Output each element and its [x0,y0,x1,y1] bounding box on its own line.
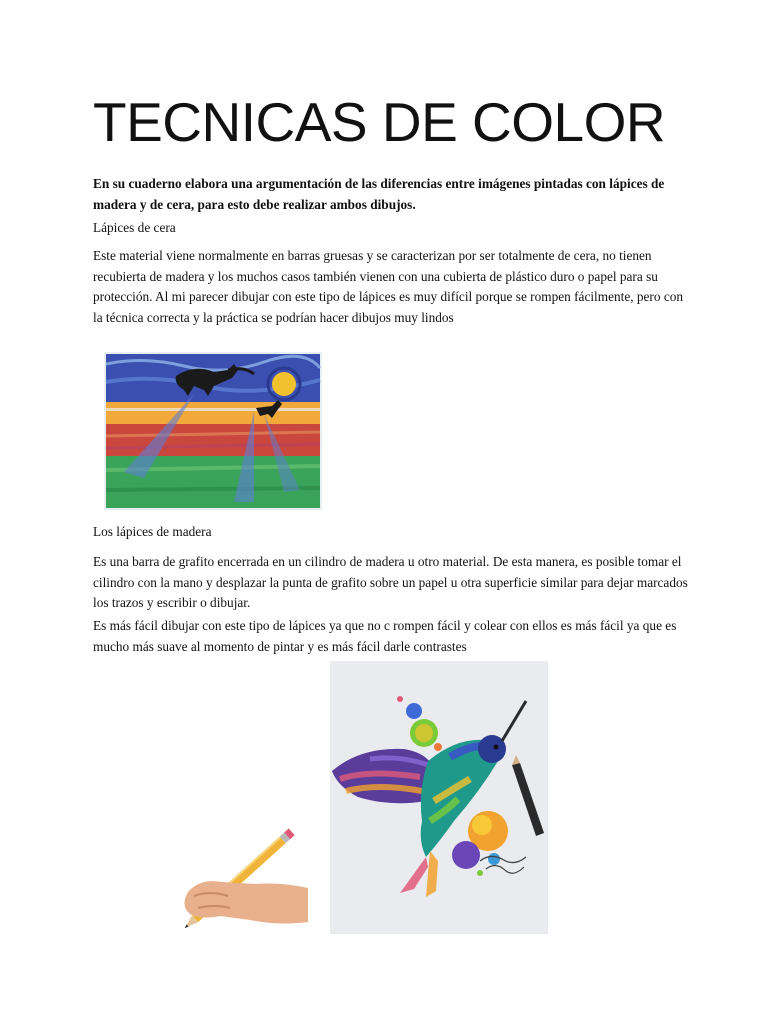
instruction-text: En su cuaderno elabora una argumentación de las diferencias entre imágenes pintadas con lápices de madera y de cera, para esto debe realizar ambos dibujos. [93,176,665,212]
document-title: TECNICAS DE COLOR [93,91,666,153]
paragraph-madera-2: Es más fácil dibujar con este tipo de lápices ya que no c rompen fácil y colear con ellos es más fácil ya que es mucho más suave al momento de pintar y es más fácil darle contrastes [93,618,677,654]
paragraph-cera: Este material viene normalmente en barras gruesas y se caracterizan por ser totalmente de cera, no tienen recubierta de madera y los muchos casos también vienen con una cubierta de plástico duro o papel para su protección. Al mi parecer dibujar con este tipo de lápices es muy difícil porque se rompen fácilmente, pero con la técnica correcta y la práctica se podrían hacer dibujos muy lindos [93,248,684,325]
heading-lapices-madera: Los lápices de madera [93,524,212,539]
hand-pencil-image [170,822,310,936]
crayon-drawing-image [104,352,322,510]
hummingbird-drawing-image [330,661,548,934]
heading-lapices-cera: Lápices de cera [93,220,176,235]
paragraph-madera-1: Es una barra de grafito encerrada en un cilindro de madera u otro material. De esta manera, es posible tomar el cilindro con la mano y desplazar la punta de grafito sobre un papel u otra superficie similar para dejar marcados los trazos y escribir o dibujar. [93,554,688,611]
